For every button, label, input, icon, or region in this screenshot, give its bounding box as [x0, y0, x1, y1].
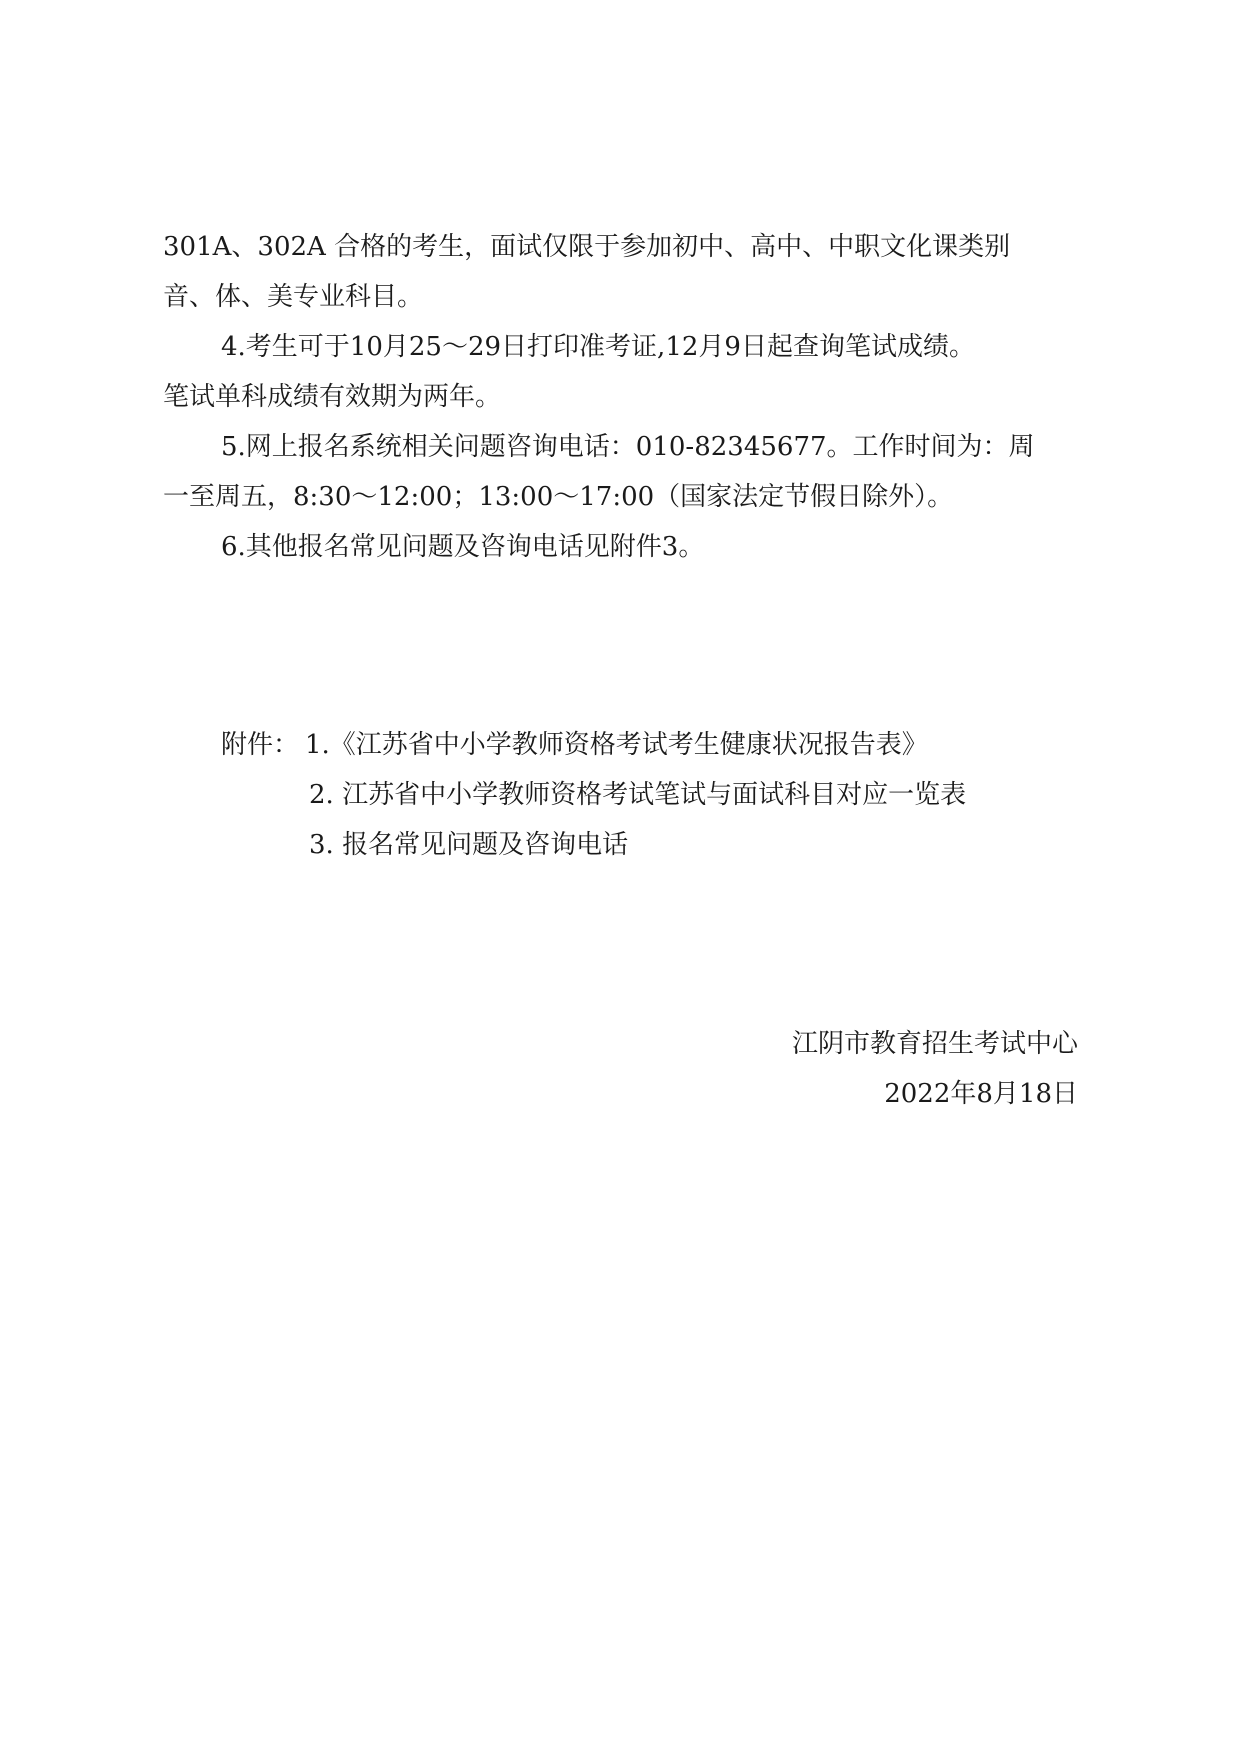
- para4-line1: 4.考生可于10月25～29日打印准考证,12月9日起查询笔试成绩。: [221, 332, 975, 362]
- attachment-item-2: 2. 江苏省中小学教师资格考试笔试与面试科目对应一览表: [309, 780, 967, 810]
- attachment-item-3: 3. 报名常见问题及咨询电话: [309, 830, 629, 860]
- attachment-item-1: 1.《江苏省中小学教师资格考试考生健康状况报告表》: [305, 730, 928, 760]
- para5-line1: 5.网上报名系统相关问题咨询电话：010-82345677。工作时间为：周: [221, 432, 1035, 462]
- attachments-label: 附件：: [221, 730, 300, 760]
- signature-date: 2022年8月18日: [884, 1079, 1078, 1109]
- para3-line1: 301A、302A 合格的考生，面试仅限于参加初中、高中、中职文化课类别: [163, 232, 1011, 262]
- signature-org: 江阴市教育招生考试中心: [791, 1029, 1078, 1059]
- para3-line2: 音、体、美专业科目。: [163, 282, 424, 312]
- para5-line2: 一至周五，8:30～12:00；13:00～17:00（国家法定节假日除外）。: [163, 482, 954, 512]
- para6-line1: 6.其他报名常见问题及咨询电话见附件3。: [221, 532, 705, 562]
- para4-line2: 笔试单科成绩有效期为两年。: [163, 382, 502, 412]
